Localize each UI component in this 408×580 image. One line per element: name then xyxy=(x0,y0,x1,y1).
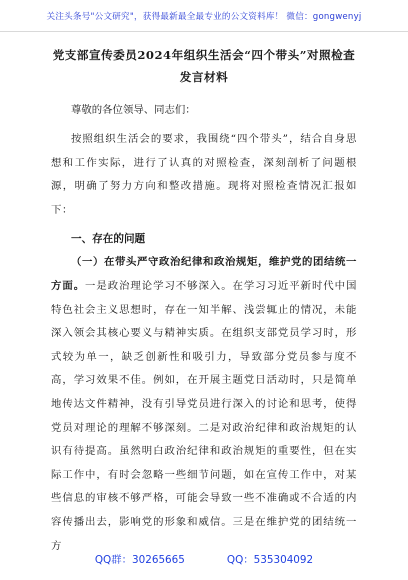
title-line-2: 发言材料 xyxy=(179,70,229,84)
intro-paragraph: 按照组织生活会的要求，我围绕“四个带头”，结合自身思想和工作实际，进行了认真的对照检查，深刻剖析了问题根源，明确了努力方向和整改措施。现将对照检查情况汇报如下： xyxy=(51,133,357,216)
subheading-1: （一）在带头严守政治纪律和政治规矩，维护党的团结统一方面。 xyxy=(51,256,357,292)
footer-qq: QQ：535304092 xyxy=(226,554,314,566)
footer xyxy=(0,551,408,566)
paragraph-1-text: 一是政治理论学习不够深入。在学习习近平新时代中国特色社会主义思想时，存在一知半解、浅尝辄止的情况，未能深入领会其核心要义与精神实质。在组织支部党员学习时，形式较为单一，缺乏创新性和吸引力，导致部分党员参与度不高，学习效果不佳。例如，在开展主题党日活动时，只是简单地传达文件精神，没有引导党员进行深入的讨论和思考，使得党员对理论的理解不够深刻。二是对政治纪律和政治规矩的认识有待提高。虽然明白政治纪律和政治规矩的重要性，但在实际工作中，有时会忽略一些细节问题，如在宣传工作中，对某些信息的审核不够严格，可能会导致一些不准确或不合适的内容传播出去，影响党的形象和威信。三是在维护党的团结统一方 xyxy=(51,279,357,552)
paragraph-1 xyxy=(51,251,357,558)
document-title xyxy=(51,44,357,88)
document-content xyxy=(51,44,357,558)
header-divider xyxy=(0,31,408,32)
salutation: 尊敬的各位领导、同志们： xyxy=(71,104,196,116)
footer-qq-group: QQ群：30265665 xyxy=(94,554,185,566)
title-line-1: 党支部宣传委员2024年组织生活会“四个带头”对照检查 xyxy=(52,48,356,62)
section-heading: 一、存在的问题 xyxy=(71,233,146,246)
header-banner xyxy=(0,0,408,32)
header-banner-text: 关注头条号"公文研究"，获得最新最全最专业的公文资料库！ 微信：gongwenyj xyxy=(46,12,362,22)
